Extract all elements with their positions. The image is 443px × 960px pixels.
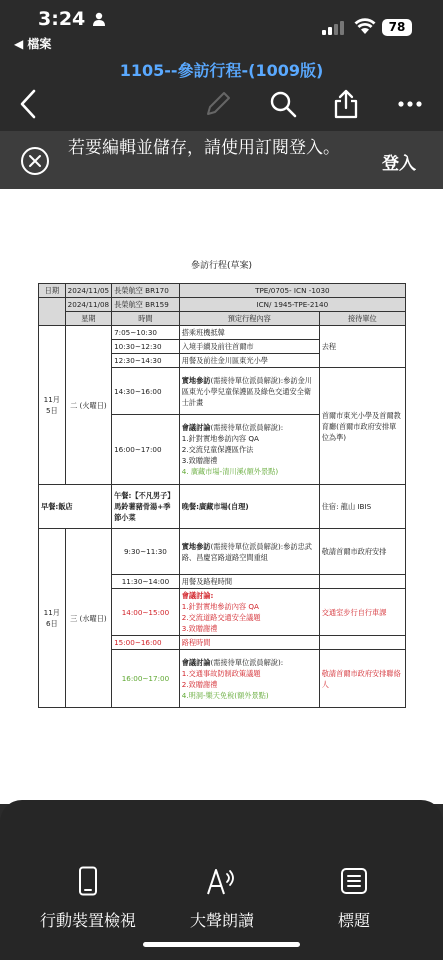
- content-item: 2.交流兒童保護區作法: [181, 445, 254, 454]
- content-text: (需接待單位派員解說):參訪忠武路、昌慶宮路道路空間重組: [181, 541, 312, 562]
- day2-weekday: 三 (水曜日): [65, 529, 111, 708]
- content-cell: [179, 415, 319, 485]
- banner-message: 若要編輯並儲存，請使用訂閱登入。: [68, 138, 340, 158]
- content-bold: 實地參訪: [181, 375, 211, 385]
- mobile-view-label: 行動裝置檢視: [39, 911, 136, 930]
- flight-date: 2024/11/05: [65, 284, 111, 298]
- date-header: 日期: [39, 284, 66, 298]
- table-header-row: [39, 312, 406, 326]
- content-cell: [179, 589, 319, 636]
- empty-cell: [319, 575, 405, 589]
- cellular-signal-icon: [322, 20, 344, 39]
- content-item: 1.針對實地參訪內容 QA: [181, 434, 259, 443]
- day1-date: 11月 5日: [39, 326, 66, 485]
- flight-route: TPE/0705- ICN -1030: [179, 284, 405, 298]
- read-aloud-label: 大聲朗讀: [189, 911, 254, 930]
- content-text: (需接待單位派員解說):參訪金川區東光小學兒童保護區及綠色交通安全衛士計畫: [181, 375, 312, 407]
- login-button[interactable]: 登入: [382, 154, 416, 174]
- host-cell: 敬請首爾市政府安排聯絡人: [319, 650, 405, 708]
- headings-button[interactable]: [284, 866, 424, 931]
- content-cell: 路程時間: [179, 636, 319, 650]
- content-cell: 搭乘班機抵韓: [179, 326, 319, 340]
- host-cell: 敬請首爾市政府安排: [319, 529, 405, 575]
- share-icon[interactable]: [328, 86, 364, 122]
- content-cell: 用餐及路程時間: [179, 575, 319, 589]
- flight-date: 2024/11/08: [65, 298, 111, 312]
- content-cell: [179, 650, 319, 708]
- hotel-cell: 住宿: 龍山 IBIS: [319, 485, 405, 529]
- document-title: 1105--參訪行程-(1009版): [119, 61, 324, 80]
- content-item: 2.交流道路交通安全議題: [181, 613, 261, 622]
- content-bold: 會議討論: [181, 657, 211, 667]
- paper-title: 參訪行程(草案): [190, 261, 253, 271]
- edit-pencil-icon[interactable]: [200, 86, 236, 122]
- person-icon: [92, 11, 106, 30]
- time-cell: 12:30~14:30: [112, 354, 180, 368]
- extra-spot: 4.明洞-樂天免稅(額外景點): [181, 690, 269, 700]
- content-cell: 入境手續及前往首爾市: [179, 340, 319, 354]
- time-header: 時間: [112, 312, 180, 326]
- content-text: (需接待單位派員解說):: [210, 423, 284, 432]
- content-item: 2.致贈謝禮: [181, 679, 218, 689]
- headings-label: 標題: [337, 911, 370, 930]
- table-row: [39, 284, 406, 298]
- day1-weekday: 二 (火曜日): [65, 326, 111, 485]
- subscription-banner: [0, 131, 443, 189]
- content-bold: 實地參訪: [181, 541, 211, 551]
- status-bar: [0, 0, 443, 52]
- flight-route: ICN/ 1945-TPE-2140: [179, 298, 405, 312]
- day2-date: 11月 6日: [39, 529, 66, 708]
- toolbar: [0, 80, 443, 128]
- content-bold: 會議討論: [181, 423, 211, 432]
- time-cell: 14:30~16:00: [112, 368, 180, 415]
- schedule-table: [38, 283, 406, 708]
- table-row: [39, 298, 406, 312]
- close-banner-icon[interactable]: [21, 147, 49, 175]
- time-cell: 11:30~14:00: [112, 575, 180, 589]
- extra-spot: 4. 廣藏市場-清川溪(額外景點): [181, 467, 279, 476]
- content-item: 3.致贈謝禮: [181, 624, 218, 633]
- back-chevron-icon[interactable]: [10, 86, 46, 122]
- breakfast-cell: 早餐:飯店: [39, 485, 112, 529]
- content-header: 預定行程內容: [179, 312, 319, 326]
- meals-row: [39, 485, 406, 529]
- home-indicator[interactable]: [143, 942, 300, 947]
- host-cell: 首爾市東光小學及首爾教育廳(首爾市政府安排單位為準): [319, 368, 405, 485]
- phone-icon: [78, 881, 98, 900]
- status-time: 3:24: [38, 8, 86, 30]
- time-cell: 14:00~15:00: [112, 589, 180, 636]
- content-item: 1.交通事故防制政策議題: [181, 668, 261, 678]
- time-cell: 7:05~10:30: [112, 326, 180, 340]
- time-cell: 16:00~17:00: [112, 650, 180, 708]
- empty-cell: [39, 298, 66, 326]
- empty-cell: [319, 636, 405, 650]
- content-cell: [179, 368, 319, 415]
- time-cell: 16:00~17:00: [112, 415, 180, 485]
- time-cell: 15:00~16:00: [112, 636, 180, 650]
- flight-airline: 長榮航空 BR170: [112, 284, 180, 298]
- document-page: [0, 189, 443, 804]
- content-text: (需接待單位派員解說):: [210, 657, 284, 667]
- bottom-sheet: [0, 800, 443, 960]
- content-bold: 會議討論:: [181, 591, 214, 600]
- flight-airline: 長榮航空 BR159: [112, 298, 180, 312]
- content-cell: [179, 529, 319, 575]
- more-options-icon[interactable]: [392, 86, 428, 122]
- content-item: 1.針對實地參訪內容 QA: [181, 602, 259, 611]
- read-aloud-button[interactable]: [152, 866, 292, 931]
- host-cell: 交通室步行自行車課: [319, 589, 405, 636]
- time-cell: 9:30~11:30: [112, 529, 180, 575]
- wifi-icon: [354, 17, 376, 39]
- lunch-cell: 午餐:【不凡男子】馬鈴薯豬骨湯+季節小菜: [112, 485, 180, 529]
- back-to-files-link[interactable]: ◀ 檔案: [14, 37, 52, 51]
- time-cell: 10:30~12:30: [112, 340, 180, 354]
- mobile-view-button[interactable]: [18, 866, 158, 931]
- search-icon[interactable]: [265, 86, 301, 122]
- content-cell: 用餐及前往金川區東光小學: [179, 354, 319, 368]
- read-aloud-icon: [205, 881, 239, 900]
- weekday-header: 星期: [65, 312, 111, 326]
- host-cell: 去程: [319, 326, 405, 368]
- dinner-cell: 晚餐:廣藏市場(自理): [179, 485, 319, 529]
- headings-list-icon: [340, 881, 368, 900]
- content-item: 3.致贈謝禮: [181, 456, 218, 465]
- host-header: 接待單位: [319, 312, 405, 326]
- table-row: [39, 326, 406, 340]
- table-row: [39, 529, 406, 575]
- battery-indicator: 78: [382, 19, 412, 36]
